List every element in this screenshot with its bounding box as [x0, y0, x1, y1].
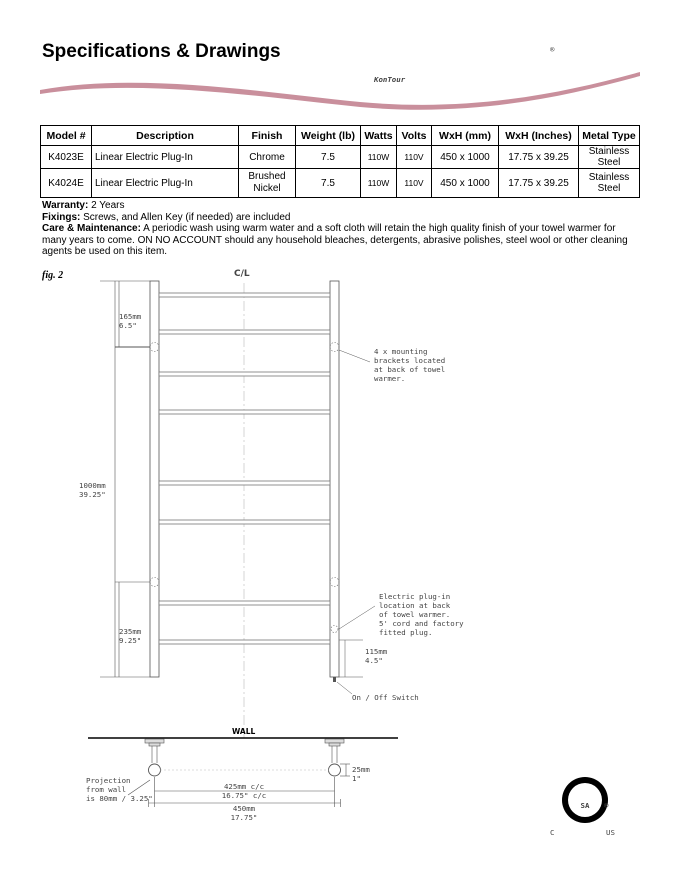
fixings-text: Screws, and Allen Key (if needed) are included [80, 211, 291, 223]
height-in: 39.25" [79, 490, 106, 499]
width-in: 17.75" [230, 813, 258, 822]
cell-volts: 110V [397, 146, 432, 169]
warranty-label: Warranty: [42, 200, 89, 211]
col-watts: Watts [361, 126, 397, 146]
right-rail [330, 281, 339, 677]
csa-certification-mark [540, 770, 650, 845]
page-title: Specifications & Drawings [42, 41, 281, 62]
col-description: Description [92, 126, 239, 146]
cell-wxh-in: 17.75 x 39.25 [499, 146, 579, 169]
cell-weight: 7.5 [296, 146, 361, 169]
cell-wxh-mm: 450 x 1000 [432, 146, 499, 169]
switch-icon [333, 677, 336, 682]
cell-description: Linear Electric Plug-In [92, 169, 239, 198]
bracket-mm: 25mm [352, 765, 370, 774]
mount-note-line2: brackets located [374, 356, 446, 365]
cell-finish: Chrome [239, 146, 296, 169]
figure-label: fig. 2 [42, 270, 64, 281]
plug-note-line3: of towel warmer. [379, 610, 451, 619]
towel-bar [159, 481, 330, 485]
warranty-text: 2 Years [88, 200, 125, 211]
col-weight: Weight (lb) [296, 126, 361, 146]
towel-bar [159, 520, 330, 524]
plug-offset-in: 4.5" [365, 656, 383, 665]
left-rail [150, 281, 159, 677]
plug-note-line2: location at back [379, 601, 451, 610]
towel-bar [159, 410, 330, 414]
fixings-label: Fixings: [42, 211, 81, 223]
towel-bar [159, 372, 330, 376]
col-wxh-in: WxH (Inches) [499, 126, 579, 146]
plug-note-line5: fitted plug. [379, 628, 433, 637]
cell-weight: 7.5 [296, 169, 361, 198]
brand-logo-text: KonTour [374, 75, 406, 84]
mounting-brackets [150, 343, 339, 587]
csa-c-label: C [550, 828, 555, 837]
towel-bars [159, 293, 330, 644]
cell-watts: 110W [361, 169, 397, 198]
cell-model: K4024E [41, 169, 92, 198]
projection-line2: from wall [86, 785, 127, 794]
towel-bar [159, 293, 330, 297]
cell-volts: 110V [397, 169, 432, 198]
bottom-offset-in: 9.25" [119, 636, 142, 645]
csa-seal-text: SA [580, 801, 590, 810]
col-model: Model # [41, 126, 92, 146]
wall-brackets [145, 739, 344, 776]
cell-metal: Stainless Steel [579, 169, 640, 198]
col-metal: Metal Type [579, 126, 640, 146]
centerline-label: C/L [234, 269, 250, 279]
col-wxh-mm: WxH (mm) [432, 126, 499, 146]
care-text: A periodic wash using warm water and a soft cloth will retain the high quality finish of your towel warmer for many years to come. ON NO ACCOUNT should any household bleaches, detergents, abrasive polishes, steel wool or other cleaning agents be used on this item. [42, 223, 628, 258]
bracket-in: 1" [352, 774, 361, 783]
cell-model: K4023E [41, 146, 92, 169]
projection-line3: is 80mm / 3.25" [86, 794, 153, 803]
rail-section [329, 764, 341, 776]
csa-us-label: US [606, 828, 615, 837]
top-offset-mm: 165mm [119, 312, 142, 321]
plug-note-line4: 5' cord and factory [379, 619, 464, 628]
top-offset-in: 6.5" [119, 321, 137, 330]
cc-mm: 425mm c/c [223, 782, 265, 791]
plug-offset-mm: 115mm [365, 647, 388, 656]
plug-note-line1: Electric plug-in [379, 592, 451, 601]
rail-section [149, 764, 161, 776]
col-volts: Volts [397, 126, 432, 146]
mount-note-line4: warmer. [374, 374, 406, 383]
cell-watts: 110W [361, 146, 397, 169]
towel-bar [159, 640, 330, 644]
cell-finish: Brushed Nickel [239, 169, 296, 198]
cc-in: 16.75" c/c [221, 791, 267, 800]
cell-metal: Stainless Steel [579, 146, 640, 169]
height-mm: 1000mm [79, 481, 106, 490]
switch-label: On / Off Switch [352, 693, 419, 702]
towel-bar [159, 601, 330, 605]
mount-note-line3: at back of towel [374, 365, 446, 374]
care-label: Care & Maintenance: [42, 223, 141, 235]
left-dimensions [100, 281, 150, 677]
csa-registered: ® [604, 801, 609, 810]
col-finish: Finish [239, 126, 296, 146]
towel-bar [159, 330, 330, 334]
bottom-offset-mm: 235mm [119, 627, 142, 636]
cell-wxh-mm: 450 x 1000 [432, 169, 499, 198]
mount-note-line1: 4 x mounting [374, 347, 428, 356]
cell-wxh-in: 17.75 x 39.25 [499, 169, 579, 198]
wall-label: WALL [232, 727, 256, 736]
width-mm: 450mm [232, 804, 256, 813]
projection-line1: Projection [86, 776, 131, 785]
svg-text:®: ® [550, 45, 555, 54]
cell-description: Linear Electric Plug-In [92, 146, 239, 169]
